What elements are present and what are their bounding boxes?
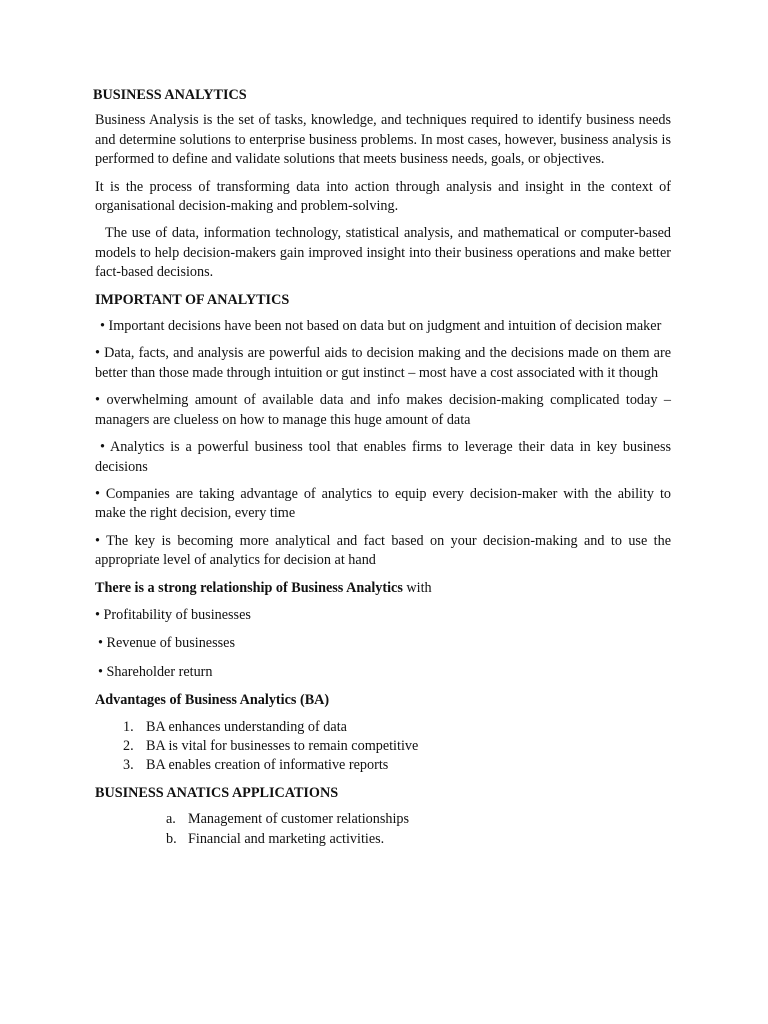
importance-bullet: • Important decisions have been not based on data but on judgment and intuition of decision maker [100,318,662,335]
list-item-text: Management of customer relationships [188,811,410,828]
advantages-list-item [95,756,671,775]
list-item-text: Financial and marketing activities. [188,830,385,847]
importance-bullet: • Analytics is a powerful business tool that enables firms to leverage their data in key business decisions [95,439,671,475]
list-marker: b. [166,830,177,847]
list-marker: 1. [123,718,134,735]
relationship-item: • Revenue of businesses [98,635,235,652]
intro-paragraph: It is the process of transforming data into action through analysis and insight in the context of organisational decision-making and problem-solving. [95,178,671,215]
list-item-text: BA enables creation of informative reports [146,757,389,774]
advantages-list-item [95,718,671,737]
relationship-item: • Profitability of businesses [95,606,251,623]
applications-list [95,810,671,849]
list-item-text: BA enhances understanding of data [146,718,347,735]
relationship-item: • Shareholder return [98,663,213,680]
relationship-lead-rest: with [402,579,432,596]
importance-bullet: • The key is becoming more analytical and fact based on your decision-making and to use the appropriate level of analytics for decision at hand [95,532,671,569]
relationship-lead [95,579,671,598]
list-marker: 3. [123,757,134,774]
applications-list-item [95,810,671,829]
list-item-text: BA is vital for businesses to remain competitive [146,737,419,754]
applications-heading: BUSINESS ANATICS APPLICATIONS [95,784,339,801]
importance-bullet: • Companies are taking advantage of analytics to equip every decision-maker with the ability to make the right decision, every time [95,485,671,522]
applications-list-item [95,830,671,849]
relationship-lead-bold: There is a strong relationship of Business Analytics [95,579,403,596]
document-title: BUSINESS ANALYTICS [93,87,247,103]
intro-paragraph: The use of data, information technology, statistical analysis, and mathematical or computer-based models to help decision-makers gain improved insight into their business operations and make better fact-based decisions. [95,225,671,281]
advantages-heading: Advantages of Business Analytics (BA) [95,692,330,709]
document-page [95,86,671,849]
importance-bullet: • Data, facts, and analysis are powerful aids to decision making and the decisions made on them are better than those made through intuition or gut instinct – most have a cost associated with it though [95,345,671,381]
intro-paragraph: Business Analysis is the set of tasks, knowledge, and techniques required to identify business needs and determine solutions to enterprise business problems. In most cases, however, business analysis is performed to define and validate solutions that meets business needs, goals, or objectives. [95,112,671,168]
importance-bullet: • overwhelming amount of available data and info makes decision-making complicated today – managers are clueless on how to manage this huge amount of data [95,392,671,428]
advantages-list-item [95,737,671,756]
list-marker: a. [166,811,176,828]
advantages-list [95,718,671,776]
list-marker: 2. [123,737,134,754]
importance-heading: IMPORTANT OF ANALYTICS [95,291,290,308]
